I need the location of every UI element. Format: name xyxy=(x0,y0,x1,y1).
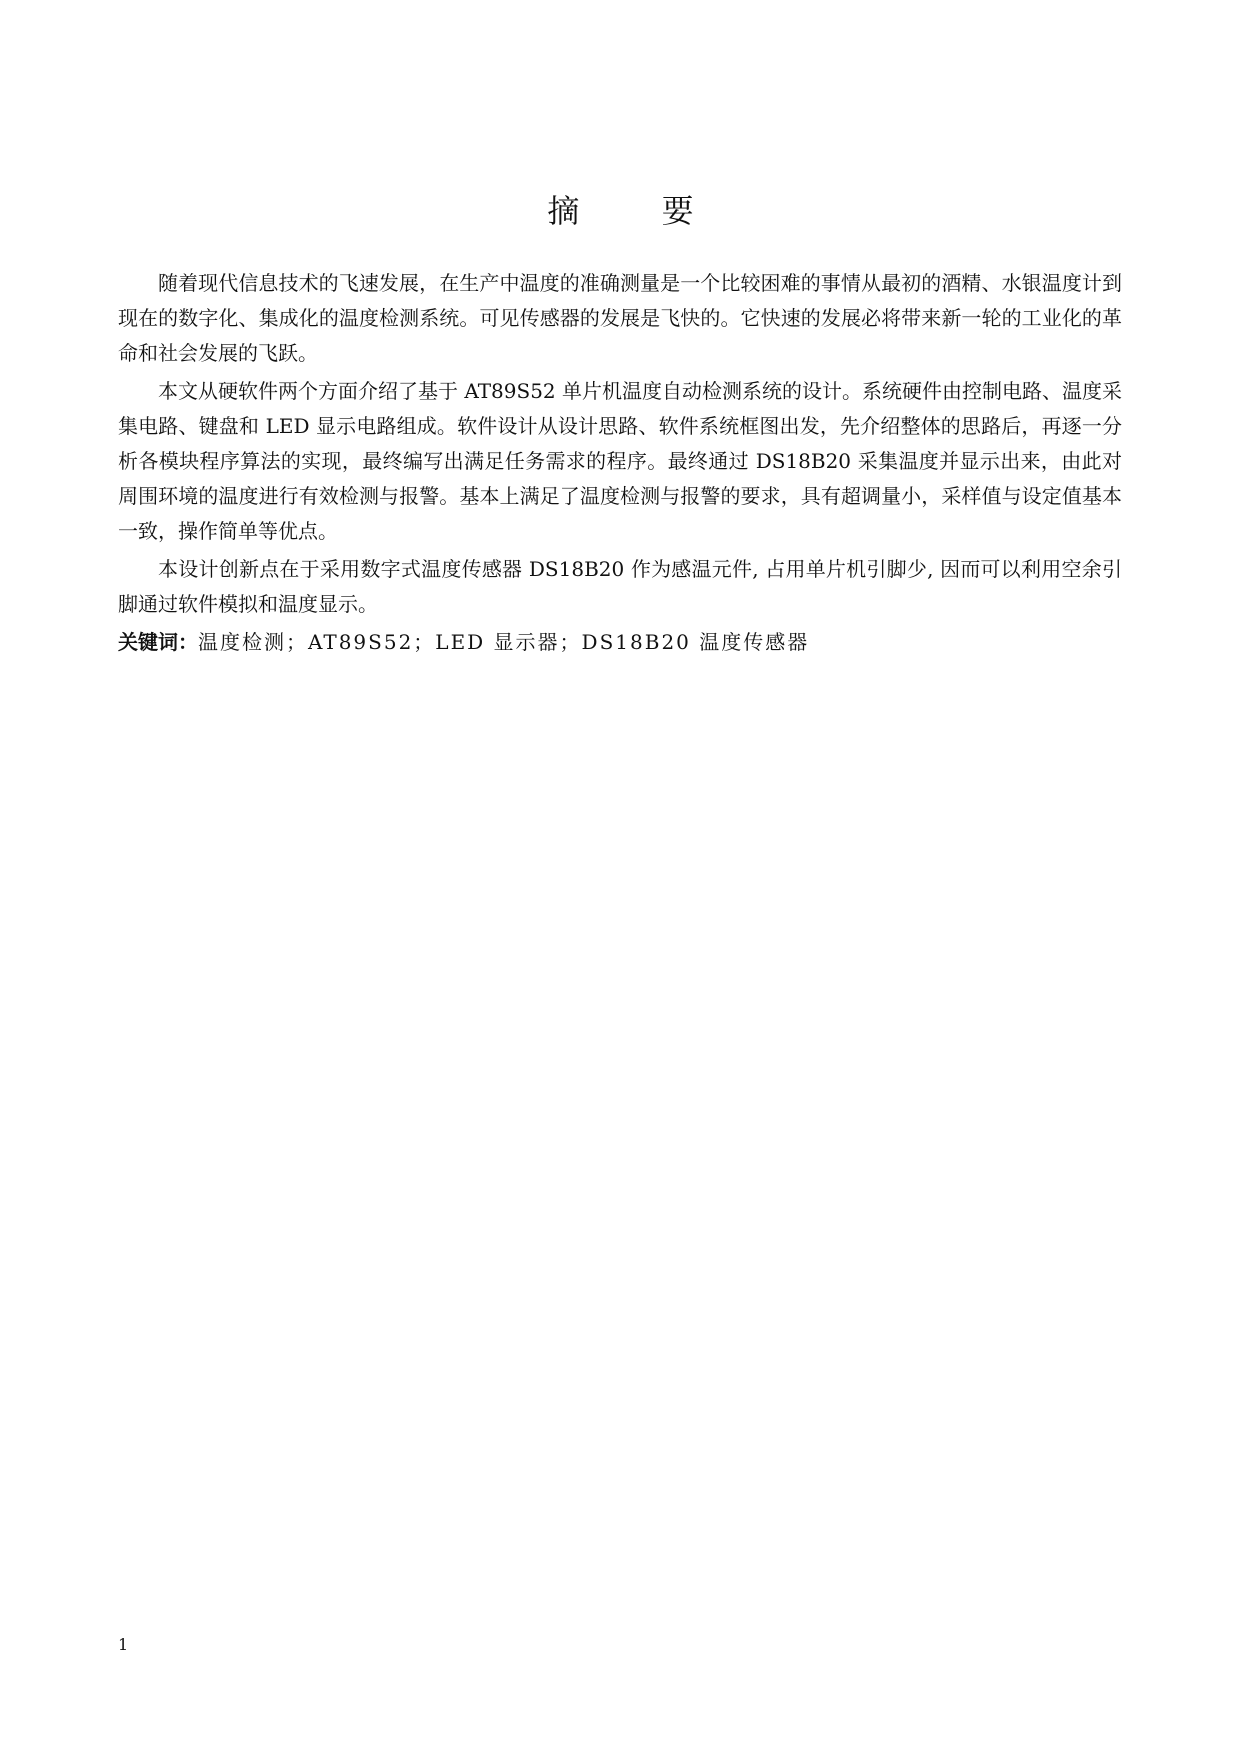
page-number: 1 xyxy=(118,1635,129,1654)
abstract-paragraph-3: 本设计创新点在于采用数字式温度传感器 DS18B20 作为感温元件, 占用单片机引脚少, 因而可以利用空余引脚通过软件模拟和温度显示。 xyxy=(118,557,1122,616)
keywords-label: 关键词： xyxy=(118,630,198,654)
keywords-value: 温度检测；AT89S52；LED 显示器；DS18B20 温度传感器 xyxy=(198,630,810,654)
page-title: 摘 要 xyxy=(547,192,730,230)
abstract-paragraph-1: 随着现代信息技术的飞速发展，在生产中温度的准确测量是一个比较困难的事情从最初的酒精、水银温度计到现在的数字化、集成化的温度检测系统。可见传感器的发展是飞快的。它快速的发展必将带来新一轮的工业化的革命和社会发展的飞跃。 xyxy=(118,271,1122,365)
keywords-line xyxy=(118,625,1122,660)
abstract-body xyxy=(118,266,1122,660)
abstract-paragraph-2: 本文从硬软件两个方面介绍了基于 AT89S52 单片机温度自动检测系统的设计。系统硬件由控制电路、温度采集电路、键盘和 LED 显示电路组成。软件设计从设计思路、软件系统框图出发，先介绍整体的思路后，再逐一分析各模块程序算法的实现，最终编写出满足任务需求的程序。最终通过 DS18B20 采集温度并显示出来，由此对周围环境的温度进行有效检测与报警。基本上满足了温度检测与报警的要求，具有超调量小，采样值与设定值基本一致，操作简单等优点。 xyxy=(118,379,1123,543)
